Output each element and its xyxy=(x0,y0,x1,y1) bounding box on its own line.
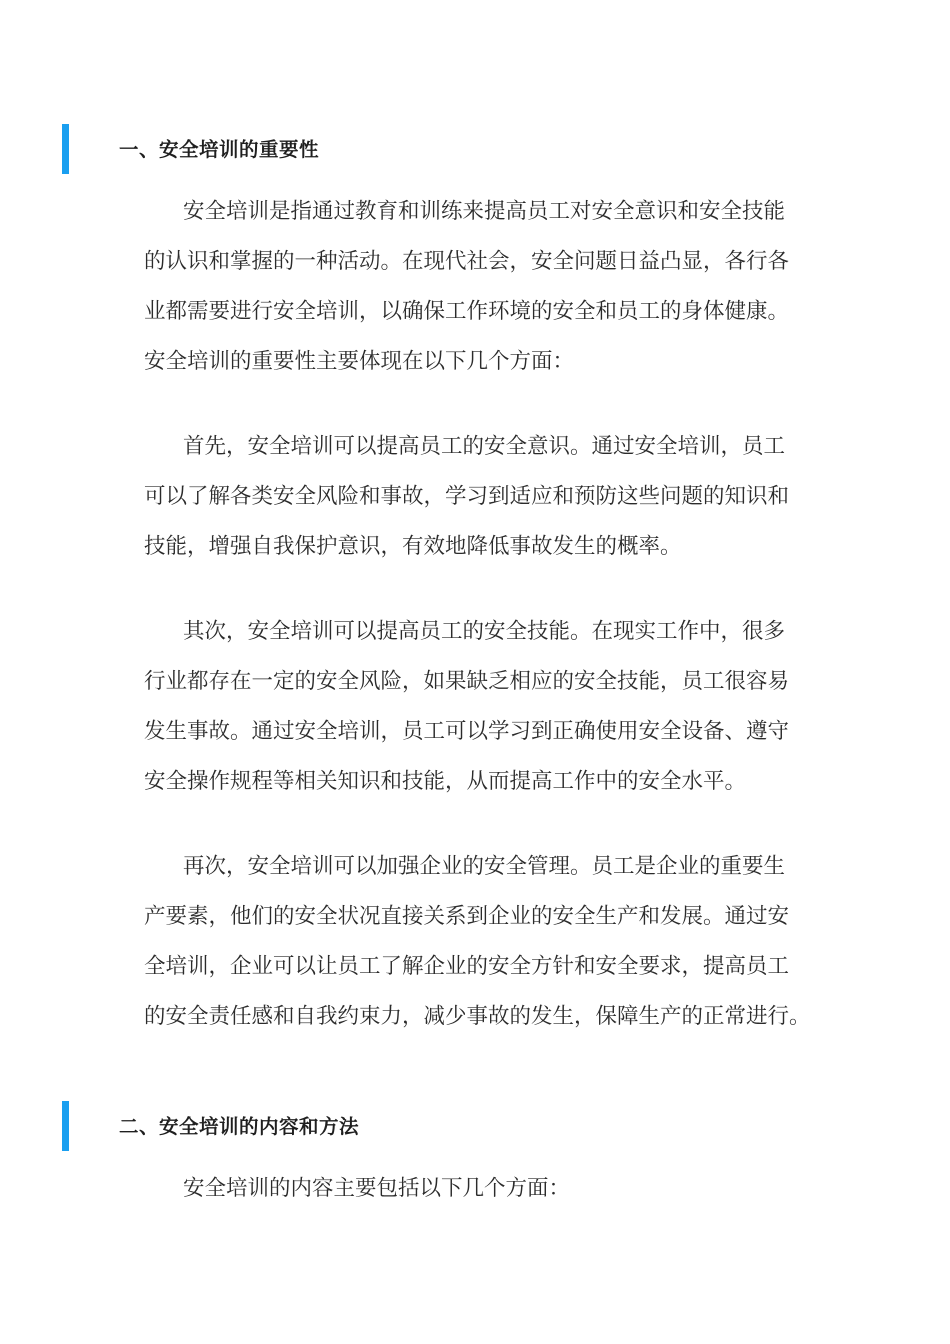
text-line: 安全操作规程等相关知识和技能，从而提高工作中的安全水平。 xyxy=(144,769,747,794)
text-line: 可以了解各类安全风险和事故，学习到适应和预防这些问题的知识和 xyxy=(144,484,790,509)
text-line: 行业都存在一定的安全风险，如果缺乏相应的安全技能，员工很容易 xyxy=(144,669,790,694)
heading-accent-bar xyxy=(62,124,69,174)
text-line: 业都需要进行安全培训，以确保工作环境的安全和员工的身体健康。 xyxy=(144,299,790,324)
heading-accent-bar xyxy=(62,1101,69,1151)
text-line: 再次，安全培训可以加强企业的安全管理。员工是企业的重要生 xyxy=(183,854,786,879)
section-heading-1 xyxy=(62,124,882,174)
text-line: 技能，增强自我保护意识，有效地降低事故发生的概率。 xyxy=(144,534,682,559)
text-line: 的安全责任感和自我约束力，减少事故的发生，保障生产的正常进行。 xyxy=(144,1004,811,1029)
text-line: 的认识和掌握的一种活动。在现代社会，安全问题日益凸显，各行各 xyxy=(144,249,790,274)
text-line: 安全培训的内容主要包括以下几个方面： xyxy=(183,1176,571,1201)
text-line: 全培训，企业可以让员工了解企业的安全方针和安全要求，提高员工 xyxy=(144,954,790,979)
paragraph xyxy=(144,620,800,820)
text-line: 其次，安全培训可以提高员工的安全技能。在现实工作中，很多 xyxy=(183,619,786,644)
paragraph xyxy=(144,1177,800,1227)
text-line: 发生事故。通过安全培训，员工可以学习到正确使用安全设备、遵守 xyxy=(144,719,790,744)
paragraph xyxy=(144,854,811,1055)
text-line: 产要素，他们的安全状况直接关系到企业的安全生产和发展。通过安 xyxy=(144,904,790,929)
section-title: 二、安全培训的内容和方法 xyxy=(119,1115,360,1138)
paragraph xyxy=(144,200,800,400)
text-line: 首先，安全培训可以提高员工的安全意识。通过安全培训，员工 xyxy=(183,434,786,459)
text-line: 安全培训的重要性主要体现在以下几个方面： xyxy=(144,349,575,374)
section-heading-2 xyxy=(62,1101,882,1151)
paragraph xyxy=(144,435,800,585)
section-title: 一、安全培训的重要性 xyxy=(119,138,320,161)
text-line: 安全培训是指通过教育和训练来提高员工对安全意识和安全技能 xyxy=(183,199,786,224)
